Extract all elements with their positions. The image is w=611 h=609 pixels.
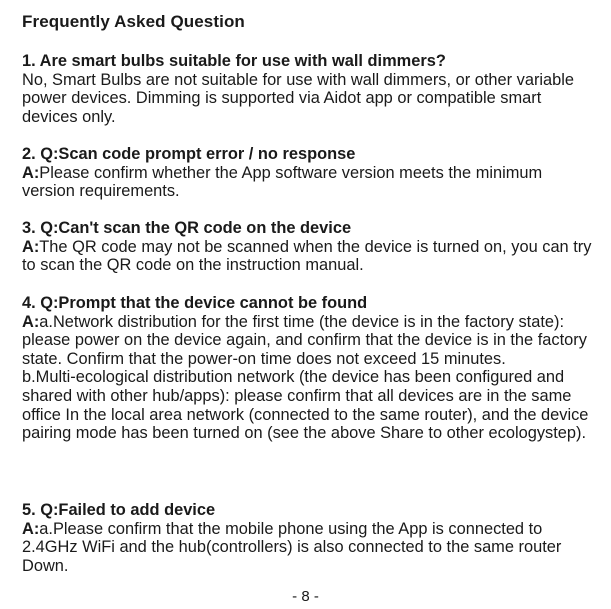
faq-answer: The QR code may not be scanned when the device is turned on, you can try to scan the QR code on the instruction manual. (22, 237, 592, 275)
faq-question: 4. Q:Prompt that the device cannot be found (22, 294, 368, 312)
answer-prefix: A: (22, 163, 40, 182)
faq-question: 3. Q:Can't scan the QR code on the device (22, 219, 352, 237)
faq-answer-block (22, 520, 592, 576)
faq-answer: Please confirm whether the App software version meets the minimum version requirements. (22, 163, 543, 201)
faq-answer: a.Please confirm that the mobile phone using the App is connected to 2.4GHz WiFi and the hub(controllers) is also connected to the same router Down. (22, 519, 562, 575)
faq-question: 1. Are smart bulbs suitable for use with wall dimmers? (22, 52, 446, 70)
page-number: - 8 - (292, 588, 319, 605)
faq-answer-b: b.Multi-ecological distribution network (the device has been configured and shared with other hub/apps): please confirm that all devices are in the same office In the local area network (connected to the same router), and the device pairing mode has been turned on (see the above Share to other ecologystep). (22, 368, 589, 443)
faq-item-3 (22, 219, 592, 275)
faq-answer-block (22, 164, 592, 201)
faq-item-2 (22, 145, 592, 201)
faq-question: 2. Q:Scan code prompt error / no response (22, 145, 356, 163)
faq-item-1 (22, 52, 592, 126)
faq-answer: No, Smart Bulbs are not suitable for use with wall dimmers, or other variable power devices. Dimming is supported via Aidot app or compatible smart devices only. (22, 70, 575, 126)
answer-prefix: A: (22, 519, 40, 538)
faq-answer-block (22, 313, 592, 369)
faq-answer-block (22, 238, 592, 275)
faq-item-5 (22, 501, 592, 575)
answer-prefix: A: (22, 237, 40, 256)
faq-question: 5. Q:Failed to add device (22, 501, 216, 519)
page-title: Frequently Asked Question (22, 12, 245, 31)
faq-answer: a.Network distribution for the first time (the device is in the factory state): please power on the device again, and confirm that the device is in the factory state. Confirm that the power-on time does not exceed 15 minutes. (22, 312, 587, 368)
faq-item-4 (22, 294, 592, 443)
answer-prefix: A: (22, 312, 40, 331)
